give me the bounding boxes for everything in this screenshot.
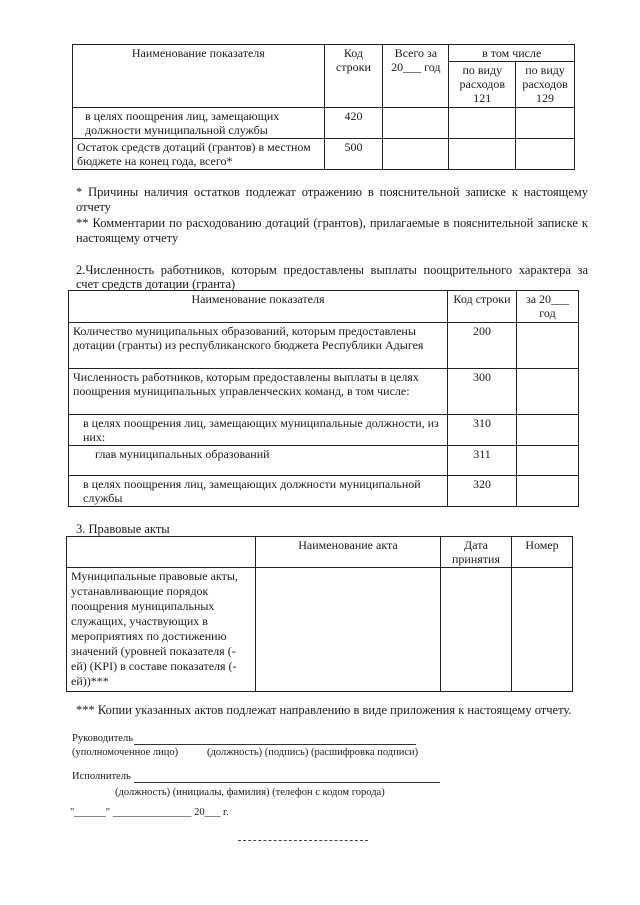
row-code: 420	[324, 108, 383, 139]
section3-title: 3. Правовые акты	[76, 522, 170, 536]
table-row	[69, 415, 579, 446]
header-code: Код строки	[324, 45, 383, 108]
header-name: Наименование показателя	[73, 45, 325, 108]
row-label: Муниципальные правовые акты, устанавливающие порядок поощрения муниципальных служащих, участвующих в мероприятиях по достижению значений (уровней показателя (-ей) (KPI) в составе показателя (-ей))***	[67, 568, 256, 692]
section2-title: 2.Численность работников, которым предоставлены выплаты поощрительного характера за счет средств дотации (гранта)	[76, 263, 588, 291]
cell-empty[interactable]	[449, 139, 516, 170]
row-code: 320	[448, 476, 517, 507]
head-sublabel: (уполномоченное лицо)	[72, 747, 179, 758]
cell-empty[interactable]	[256, 568, 441, 692]
cell-empty[interactable]	[383, 108, 449, 139]
table-workers	[68, 290, 579, 507]
cell-empty[interactable]	[517, 446, 579, 476]
cell-empty[interactable]	[512, 568, 573, 692]
cell-empty[interactable]	[517, 369, 579, 415]
cell-empty[interactable]	[517, 415, 579, 446]
cell-empty[interactable]	[516, 108, 575, 139]
separator	[238, 840, 368, 841]
row-name: глав муниципальных образований	[69, 446, 448, 476]
header-year: за 20___ год	[517, 291, 579, 323]
executor-captions: (должность) (инициалы, фамилия) (телефон с кодом города)	[115, 787, 385, 798]
cell-empty[interactable]	[517, 476, 579, 507]
table-row	[69, 369, 579, 415]
head-captions: (должность) (подпись) (расшифровка подписи)	[207, 747, 419, 758]
header-code: Код строки	[448, 291, 517, 323]
header-including: в том числе	[449, 45, 575, 62]
cell-empty[interactable]	[517, 323, 579, 369]
row-code: 310	[448, 415, 517, 446]
header-sub-129: по виду расходов 129	[516, 62, 575, 108]
row-code: 300	[448, 369, 517, 415]
header-date: Дата принятия	[441, 537, 512, 568]
header-number: Номер	[512, 537, 573, 568]
cell-empty[interactable]	[449, 108, 516, 139]
header-name: Наименование показателя	[69, 291, 448, 323]
cell-empty[interactable]	[383, 139, 449, 170]
row-code: 200	[448, 323, 517, 369]
header-act-name: Наименование акта	[256, 537, 441, 568]
table-row	[69, 446, 579, 476]
row-name: в целях поощрения лиц, замещающих должности муниципальной службы	[73, 108, 325, 139]
footnote-3: *** Копии указанных актов подлежат направлению в виде приложения к настоящему отчету.	[76, 703, 572, 717]
row-name: Количество муниципальных образований, которым предоставлены дотации (гранты) из республиканского бюджета Республики Адыгея	[69, 323, 448, 369]
row-name: Остаток средств дотаций (грантов) в местном бюджете на конец года, всего*	[73, 139, 325, 170]
head-label: Руководитель	[72, 733, 133, 744]
executor-label: Исполнитель	[72, 771, 131, 782]
table-row	[73, 139, 575, 170]
footnote-1: * Причины наличия остатков подлежат отражению в пояснительной записке к настоящему отчету	[76, 185, 588, 214]
cell-empty[interactable]	[516, 139, 575, 170]
table-row	[67, 568, 573, 692]
header-sub-121: по виду расходов 121	[449, 62, 516, 108]
table-expenses	[72, 44, 575, 170]
table-row	[73, 108, 575, 139]
date-line[interactable]: "______" _______________ 20___ г.	[70, 807, 229, 818]
table-row	[69, 476, 579, 507]
row-name: Численность работников, которым предоставлены выплаты в целях поощрения муниципальных управленческих команд, в том числе:	[69, 369, 448, 415]
cell-empty[interactable]	[441, 568, 512, 692]
head-signature-line[interactable]	[134, 744, 416, 745]
executor-signature-line[interactable]	[134, 782, 440, 783]
table-row	[69, 323, 579, 369]
row-name: в целях поощрения лиц, замещающих должности муниципальной службы	[69, 476, 448, 507]
row-name: в целях поощрения лиц, замещающих муниципальные должности, из них:	[69, 415, 448, 446]
footnote-2: ** Комментарии по расходованию дотаций (грантов), прилагаемые в пояснительной записке к настоящему отчету	[76, 216, 588, 245]
header-empty	[67, 537, 256, 568]
table-legal-acts	[66, 536, 573, 692]
header-total: Всего за 20___ год	[383, 45, 449, 108]
row-code: 500	[324, 139, 383, 170]
row-code: 311	[448, 446, 517, 476]
